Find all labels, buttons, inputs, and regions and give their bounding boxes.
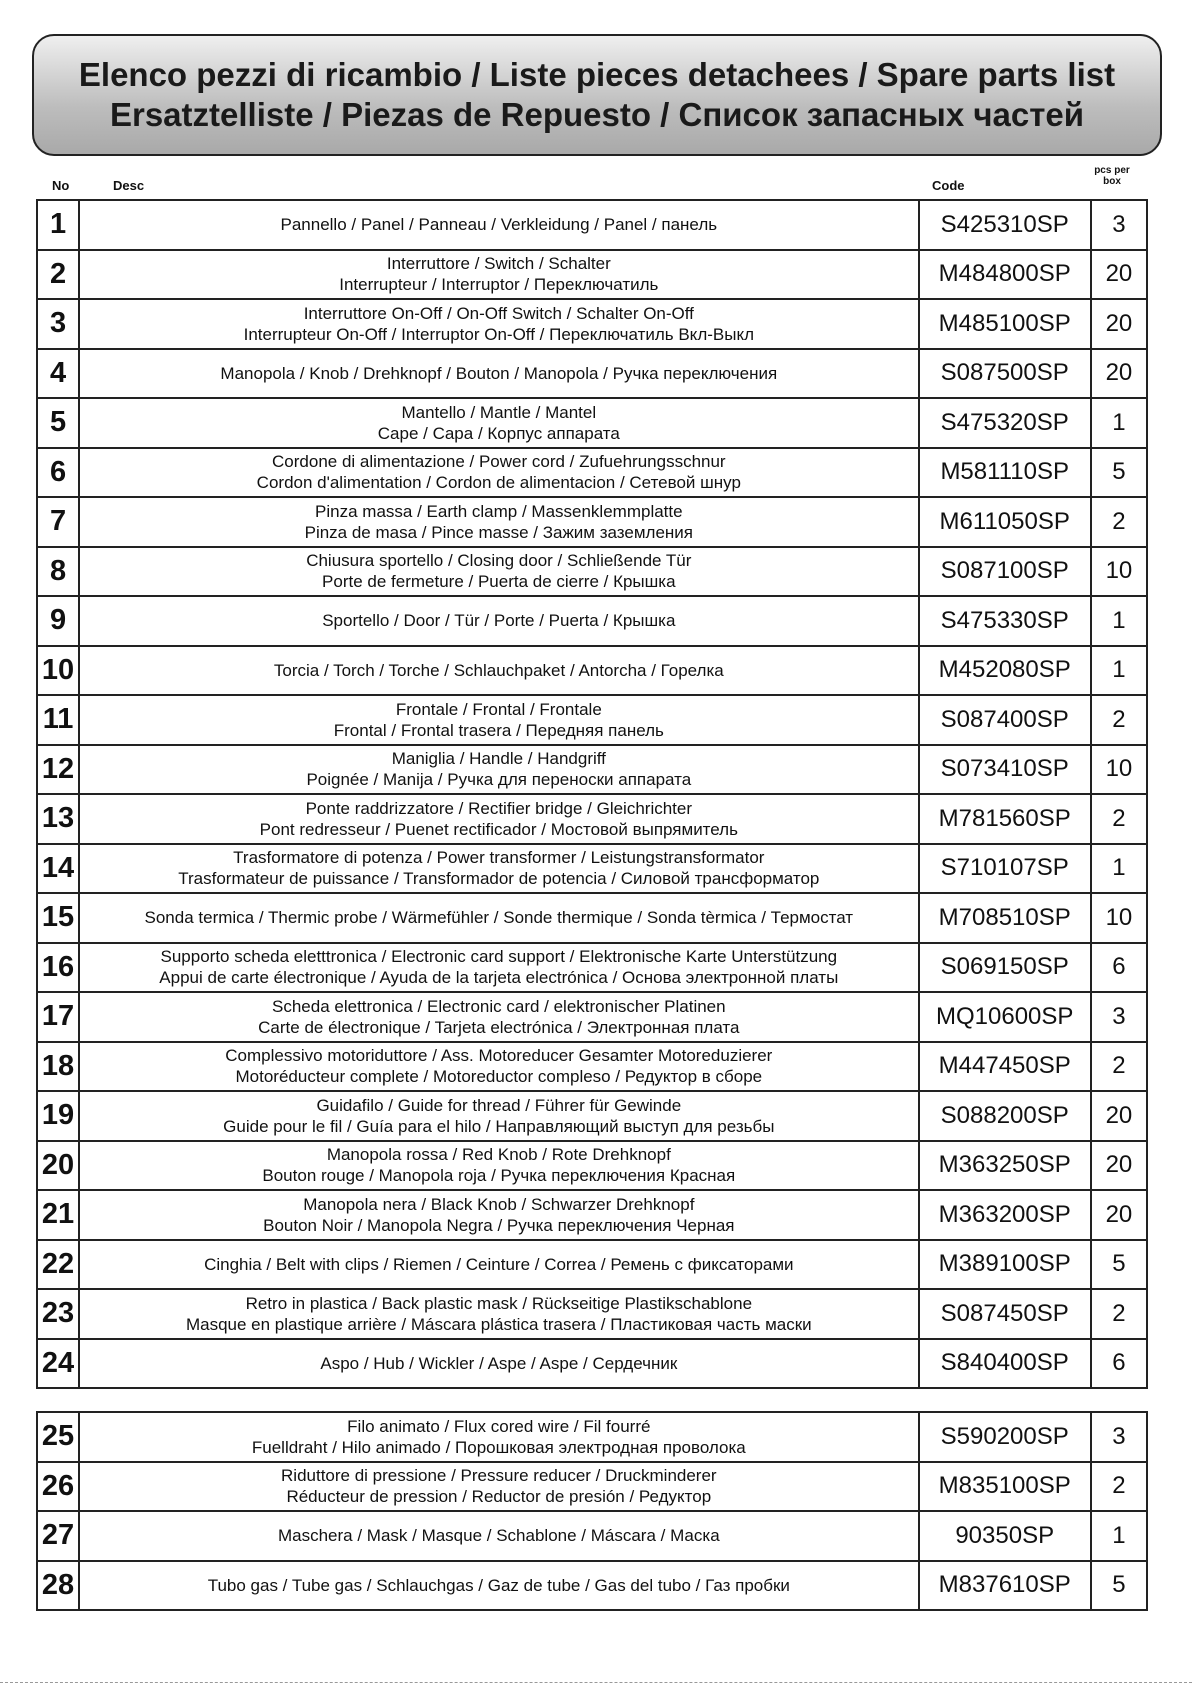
part-description bbox=[79, 299, 919, 349]
description-line-2: Pinza de masa / Pince masse / Зажим заземления bbox=[304, 522, 693, 542]
part-code: 90350SP bbox=[919, 1511, 1091, 1561]
part-number: 15 bbox=[37, 893, 79, 943]
part-code: S475330SP bbox=[919, 596, 1091, 646]
description-line-2: Réducteur de pression / Reductor de presión / Редуктор bbox=[286, 1487, 712, 1507]
description-line-1: Mantello / Mantle / Mantel bbox=[401, 402, 597, 422]
pcs-per-box: 2 bbox=[1091, 497, 1147, 547]
description-line-2: Frontal / Frontal trasera / Передняя панель bbox=[333, 720, 664, 740]
part-code: M452080SP bbox=[919, 646, 1091, 696]
description-line-1: Pannello / Panel / Panneau / Verkleidung / Panel / панель bbox=[280, 215, 718, 235]
part-description bbox=[79, 1511, 919, 1561]
part-code: M581110SP bbox=[919, 448, 1091, 498]
table-row bbox=[37, 547, 1147, 597]
table-row bbox=[37, 1190, 1147, 1240]
part-code: M484800SP bbox=[919, 250, 1091, 300]
part-number: 2 bbox=[37, 250, 79, 300]
part-description bbox=[79, 349, 919, 399]
table-row bbox=[37, 844, 1147, 894]
part-description bbox=[79, 398, 919, 448]
pcs-per-box: 5 bbox=[1091, 448, 1147, 498]
description-line-1: Cordone di alimentazione / Power cord / Zufuehrungsschnur bbox=[272, 452, 726, 472]
pcs-per-box: 2 bbox=[1091, 794, 1147, 844]
part-description bbox=[79, 1042, 919, 1092]
part-number: 20 bbox=[37, 1141, 79, 1191]
part-description bbox=[79, 646, 919, 696]
part-description bbox=[79, 1240, 919, 1290]
table-row bbox=[37, 893, 1147, 943]
table-row bbox=[37, 1141, 1147, 1191]
description-line-1: Maschera / Mask / Masque / Schablone / Máscara / Маска bbox=[277, 1526, 720, 1546]
table-row bbox=[37, 1511, 1147, 1561]
part-code: S073410SP bbox=[919, 745, 1091, 795]
part-number: 28 bbox=[37, 1561, 79, 1611]
part-description bbox=[79, 200, 919, 250]
part-number: 16 bbox=[37, 943, 79, 993]
part-description bbox=[79, 893, 919, 943]
table-row bbox=[37, 1561, 1147, 1611]
pcs-per-box: 3 bbox=[1091, 200, 1147, 250]
part-description bbox=[79, 695, 919, 745]
part-code: MQ10600SP bbox=[919, 992, 1091, 1042]
part-code: M389100SP bbox=[919, 1240, 1091, 1290]
table-row bbox=[37, 448, 1147, 498]
description-line-1: Pinza massa / Earth clamp / Massenklemmplatte bbox=[315, 501, 683, 521]
part-code: M708510SP bbox=[919, 893, 1091, 943]
description-line-1: Sportello / Door / Tür / Porte / Puerta / Крышка bbox=[322, 611, 676, 631]
pcs-per-box: 20 bbox=[1091, 349, 1147, 399]
part-number: 17 bbox=[37, 992, 79, 1042]
part-description bbox=[79, 844, 919, 894]
pcs-per-box: 3 bbox=[1091, 1412, 1147, 1462]
description-line-2: Poignée / Manija / Ручка для переноски аппарата bbox=[306, 770, 692, 790]
part-number: 9 bbox=[37, 596, 79, 646]
description-line-2: Fuelldraht / Hilo animado / Порошковая электродная проволока bbox=[251, 1437, 746, 1457]
description-line-1: Torcia / Torch / Torche / Schlauchpaket / Antorcha / Горелка bbox=[273, 660, 724, 680]
part-number: 5 bbox=[37, 398, 79, 448]
description-line-2: Appui de carte électronique / Ayuda de la tarjeta electrónica / Основа электронной платы bbox=[159, 968, 839, 988]
pcs-per-box: 2 bbox=[1091, 1289, 1147, 1339]
part-code: S087400SP bbox=[919, 695, 1091, 745]
part-code: M611050SP bbox=[919, 497, 1091, 547]
part-number: 13 bbox=[37, 794, 79, 844]
part-description bbox=[79, 1339, 919, 1389]
description-line-1: Interruttore / Switch / Schalter bbox=[386, 254, 611, 274]
description-line-1: Chiusura sportello / Closing door / Schließende Tür bbox=[306, 551, 692, 571]
part-description bbox=[79, 1091, 919, 1141]
parts-table-main bbox=[36, 199, 1148, 1389]
description-line-2: Interrupteur / Interruptor / Переключатиль bbox=[339, 275, 659, 295]
part-number: 19 bbox=[37, 1091, 79, 1141]
table-row bbox=[37, 1289, 1147, 1339]
part-number: 22 bbox=[37, 1240, 79, 1290]
part-number: 21 bbox=[37, 1190, 79, 1240]
pcs-per-box: 1 bbox=[1091, 844, 1147, 894]
pcs-per-box: 20 bbox=[1091, 250, 1147, 300]
pcs-per-box: 2 bbox=[1091, 695, 1147, 745]
part-description bbox=[79, 1462, 919, 1512]
part-code: M837610SP bbox=[919, 1561, 1091, 1611]
table-row bbox=[37, 992, 1147, 1042]
pcs-per-box: 2 bbox=[1091, 1042, 1147, 1092]
table-row bbox=[37, 497, 1147, 547]
description-line-1: Maniglia / Handle / Handgriff bbox=[391, 749, 606, 769]
part-code: S840400SP bbox=[919, 1339, 1091, 1389]
part-number: 27 bbox=[37, 1511, 79, 1561]
part-number: 23 bbox=[37, 1289, 79, 1339]
part-description bbox=[79, 1190, 919, 1240]
table-row bbox=[37, 1462, 1147, 1512]
part-code: M363200SP bbox=[919, 1190, 1091, 1240]
part-code: S088200SP bbox=[919, 1091, 1091, 1141]
pcs-per-box: 3 bbox=[1091, 992, 1147, 1042]
part-number: 26 bbox=[37, 1462, 79, 1512]
pcs-per-box: 2 bbox=[1091, 1462, 1147, 1512]
part-code: S425310SP bbox=[919, 200, 1091, 250]
title-line-1: Elenco pezzi di ricambio / Liste pieces detachees / Spare parts list bbox=[78, 56, 1116, 93]
header-code: Code bbox=[932, 178, 965, 193]
pcs-per-box: 20 bbox=[1091, 1091, 1147, 1141]
description-line-1: Supporto scheda eletttronica / Electronic card support / Elektronische Karte Unterstützung bbox=[160, 947, 838, 967]
pcs-per-box: 1 bbox=[1091, 596, 1147, 646]
description-line-1: Manopola rossa / Red Knob / Rote Drehknopf bbox=[326, 1145, 671, 1165]
description-line-2: Motoréducteur complete / Motoreductor compleso / Редуктор в сборе bbox=[235, 1067, 763, 1087]
header-desc: Desc bbox=[113, 178, 145, 193]
pcs-per-box: 20 bbox=[1091, 1190, 1147, 1240]
part-number: 12 bbox=[37, 745, 79, 795]
part-number: 10 bbox=[37, 646, 79, 696]
table-row bbox=[37, 745, 1147, 795]
pcs-per-box: 5 bbox=[1091, 1561, 1147, 1611]
description-line-1: Scheda elettronica / Electronic card / elektronischer Platinen bbox=[272, 996, 726, 1016]
table-row bbox=[37, 349, 1147, 399]
part-description bbox=[79, 1412, 919, 1462]
description-line-1: Tubo gas / Tube gas / Schlauchgas / Gaz de tube / Gas del tubo / Газ пробки bbox=[207, 1575, 790, 1595]
description-line-2: Trasformateur de puissance / Transformador de potencia / Силовой трансформатор bbox=[178, 869, 820, 889]
table-row bbox=[37, 200, 1147, 250]
table-row bbox=[37, 398, 1147, 448]
part-code: S590200SP bbox=[919, 1412, 1091, 1462]
part-code: M485100SP bbox=[919, 299, 1091, 349]
part-description bbox=[79, 497, 919, 547]
header-pcs-per-box bbox=[1086, 165, 1138, 187]
table-row bbox=[37, 1042, 1147, 1092]
page-bottom-rule bbox=[0, 1682, 1192, 1683]
header-pcs-line2: box bbox=[1103, 176, 1121, 187]
description-line-1: Aspo / Hub / Wickler / Aspe / Aspe / Сердечник bbox=[320, 1353, 678, 1373]
part-code: M835100SP bbox=[919, 1462, 1091, 1512]
description-line-2: Pont redresseur / Puenet rectificador / Мостовой выпрямитель bbox=[259, 819, 738, 839]
table-row bbox=[37, 695, 1147, 745]
pcs-per-box: 20 bbox=[1091, 1141, 1147, 1191]
description-line-2: Cape / Capa / Корпус аппарата bbox=[377, 423, 620, 443]
description-line-2: Interrupteur On-Off / Interruptor On-Off / Переключатиль Вкл-Выкл bbox=[243, 324, 754, 344]
pcs-per-box: 6 bbox=[1091, 1339, 1147, 1389]
table-row bbox=[37, 1339, 1147, 1389]
part-number: 25 bbox=[37, 1412, 79, 1462]
description-line-1: Retro in plastica / Back plastic mask / Rückseitige Plastikschablone bbox=[245, 1293, 753, 1313]
part-code: M781560SP bbox=[919, 794, 1091, 844]
description-line-2: Bouton rouge / Manopola roja / Ручка переключения Красная bbox=[262, 1166, 736, 1186]
part-code: M447450SP bbox=[919, 1042, 1091, 1092]
part-number: 18 bbox=[37, 1042, 79, 1092]
table-row bbox=[37, 794, 1147, 844]
part-number: 14 bbox=[37, 844, 79, 894]
pcs-per-box: 1 bbox=[1091, 646, 1147, 696]
part-code: S087500SP bbox=[919, 349, 1091, 399]
title-banner bbox=[32, 34, 1162, 156]
part-description bbox=[79, 250, 919, 300]
table-row bbox=[37, 1240, 1147, 1290]
part-code: S069150SP bbox=[919, 943, 1091, 993]
parts-table-consumables bbox=[36, 1411, 1148, 1611]
part-code: M363250SP bbox=[919, 1141, 1091, 1191]
part-description bbox=[79, 943, 919, 993]
description-line-1: Trasformatore di potenza / Power transformer / Leistungstransformator bbox=[233, 848, 765, 868]
pcs-per-box: 10 bbox=[1091, 547, 1147, 597]
part-number: 11 bbox=[37, 695, 79, 745]
part-code: S087100SP bbox=[919, 547, 1091, 597]
part-description bbox=[79, 794, 919, 844]
description-line-1: Filo animato / Flux cored wire / Fil fourré bbox=[347, 1416, 651, 1436]
description-line-1: Cinghia / Belt with clips / Riemen / Ceinture / Correa / Ремень с фиксаторами bbox=[204, 1254, 794, 1274]
part-number: 4 bbox=[37, 349, 79, 399]
description-line-2: Bouton Noir / Manopola Negra / Ручка переключения Черная bbox=[263, 1215, 735, 1235]
table-row bbox=[37, 250, 1147, 300]
description-line-1: Sonda termica / Thermic probe / Wärmefühler / Sonde thermique / Sonda tèrmica / Термостат bbox=[144, 908, 854, 928]
pcs-per-box: 1 bbox=[1091, 398, 1147, 448]
part-number: 3 bbox=[37, 299, 79, 349]
part-description bbox=[79, 1289, 919, 1339]
part-code: S087450SP bbox=[919, 1289, 1091, 1339]
pcs-per-box: 10 bbox=[1091, 893, 1147, 943]
pcs-per-box: 20 bbox=[1091, 299, 1147, 349]
part-description bbox=[79, 448, 919, 498]
pcs-per-box: 1 bbox=[1091, 1511, 1147, 1561]
part-description bbox=[79, 745, 919, 795]
description-line-1: Interruttore On-Off / On-Off Switch / Schalter On-Off bbox=[303, 303, 694, 323]
part-code: S710107SP bbox=[919, 844, 1091, 894]
table-row bbox=[37, 1091, 1147, 1141]
description-line-1: Frontale / Frontal / Frontale bbox=[395, 699, 602, 719]
table-row bbox=[37, 299, 1147, 349]
pcs-per-box: 6 bbox=[1091, 943, 1147, 993]
description-line-1: Riduttore di pressione / Pressure reducer / Druckminderer bbox=[281, 1466, 717, 1486]
header-no: No bbox=[52, 178, 70, 193]
description-line-2: Guide pour le fil / Guía para el hilo / Направляющий выступ для резьбы bbox=[223, 1116, 775, 1136]
part-description bbox=[79, 1141, 919, 1191]
part-number: 24 bbox=[37, 1339, 79, 1389]
description-line-1: Ponte raddrizzatore / Rectifier bridge / Gleichrichter bbox=[305, 798, 693, 818]
title-line-2: Ersatztelliste / Piezas de Repuesto / Список запасных частей bbox=[109, 96, 1085, 133]
description-line-2: Porte de fermeture / Puerta de cierre / Крышка bbox=[322, 572, 676, 592]
description-line-1: Manopola nera / Black Knob / Schwarzer Drehknopf bbox=[303, 1194, 695, 1214]
part-number: 8 bbox=[37, 547, 79, 597]
part-number: 6 bbox=[37, 448, 79, 498]
part-description bbox=[79, 596, 919, 646]
table-row bbox=[37, 1412, 1147, 1462]
part-number: 1 bbox=[37, 200, 79, 250]
pcs-per-box: 10 bbox=[1091, 745, 1147, 795]
description-line-2: Carte de électronique / Tarjeta electrónica / Электронная плата bbox=[258, 1017, 740, 1037]
part-code: S475320SP bbox=[919, 398, 1091, 448]
description-line-2: Cordon d'alimentation / Cordon de alimentacion / Сетевой шнур bbox=[256, 473, 741, 493]
table-row bbox=[37, 943, 1147, 993]
part-description bbox=[79, 1561, 919, 1611]
description-line-1: Complessivo motoriduttore / Ass. Motoreducer Gesamter Motoreduzierer bbox=[225, 1046, 773, 1066]
part-description bbox=[79, 547, 919, 597]
header-pcs-line1: pcs per bbox=[1094, 165, 1130, 176]
description-line-1: Guidafilo / Guide for thread / Führer für Gewinde bbox=[316, 1095, 682, 1115]
description-line-1: Manopola / Knob / Drehknopf / Bouton / Manopola / Ручка переключения bbox=[220, 363, 778, 383]
part-number: 7 bbox=[37, 497, 79, 547]
description-line-2: Masque en plastique arrière / Máscara plástica trasera / Пластиковая часть маски bbox=[185, 1314, 812, 1334]
table-row bbox=[37, 646, 1147, 696]
pcs-per-box: 5 bbox=[1091, 1240, 1147, 1290]
part-description bbox=[79, 992, 919, 1042]
table-row bbox=[37, 596, 1147, 646]
